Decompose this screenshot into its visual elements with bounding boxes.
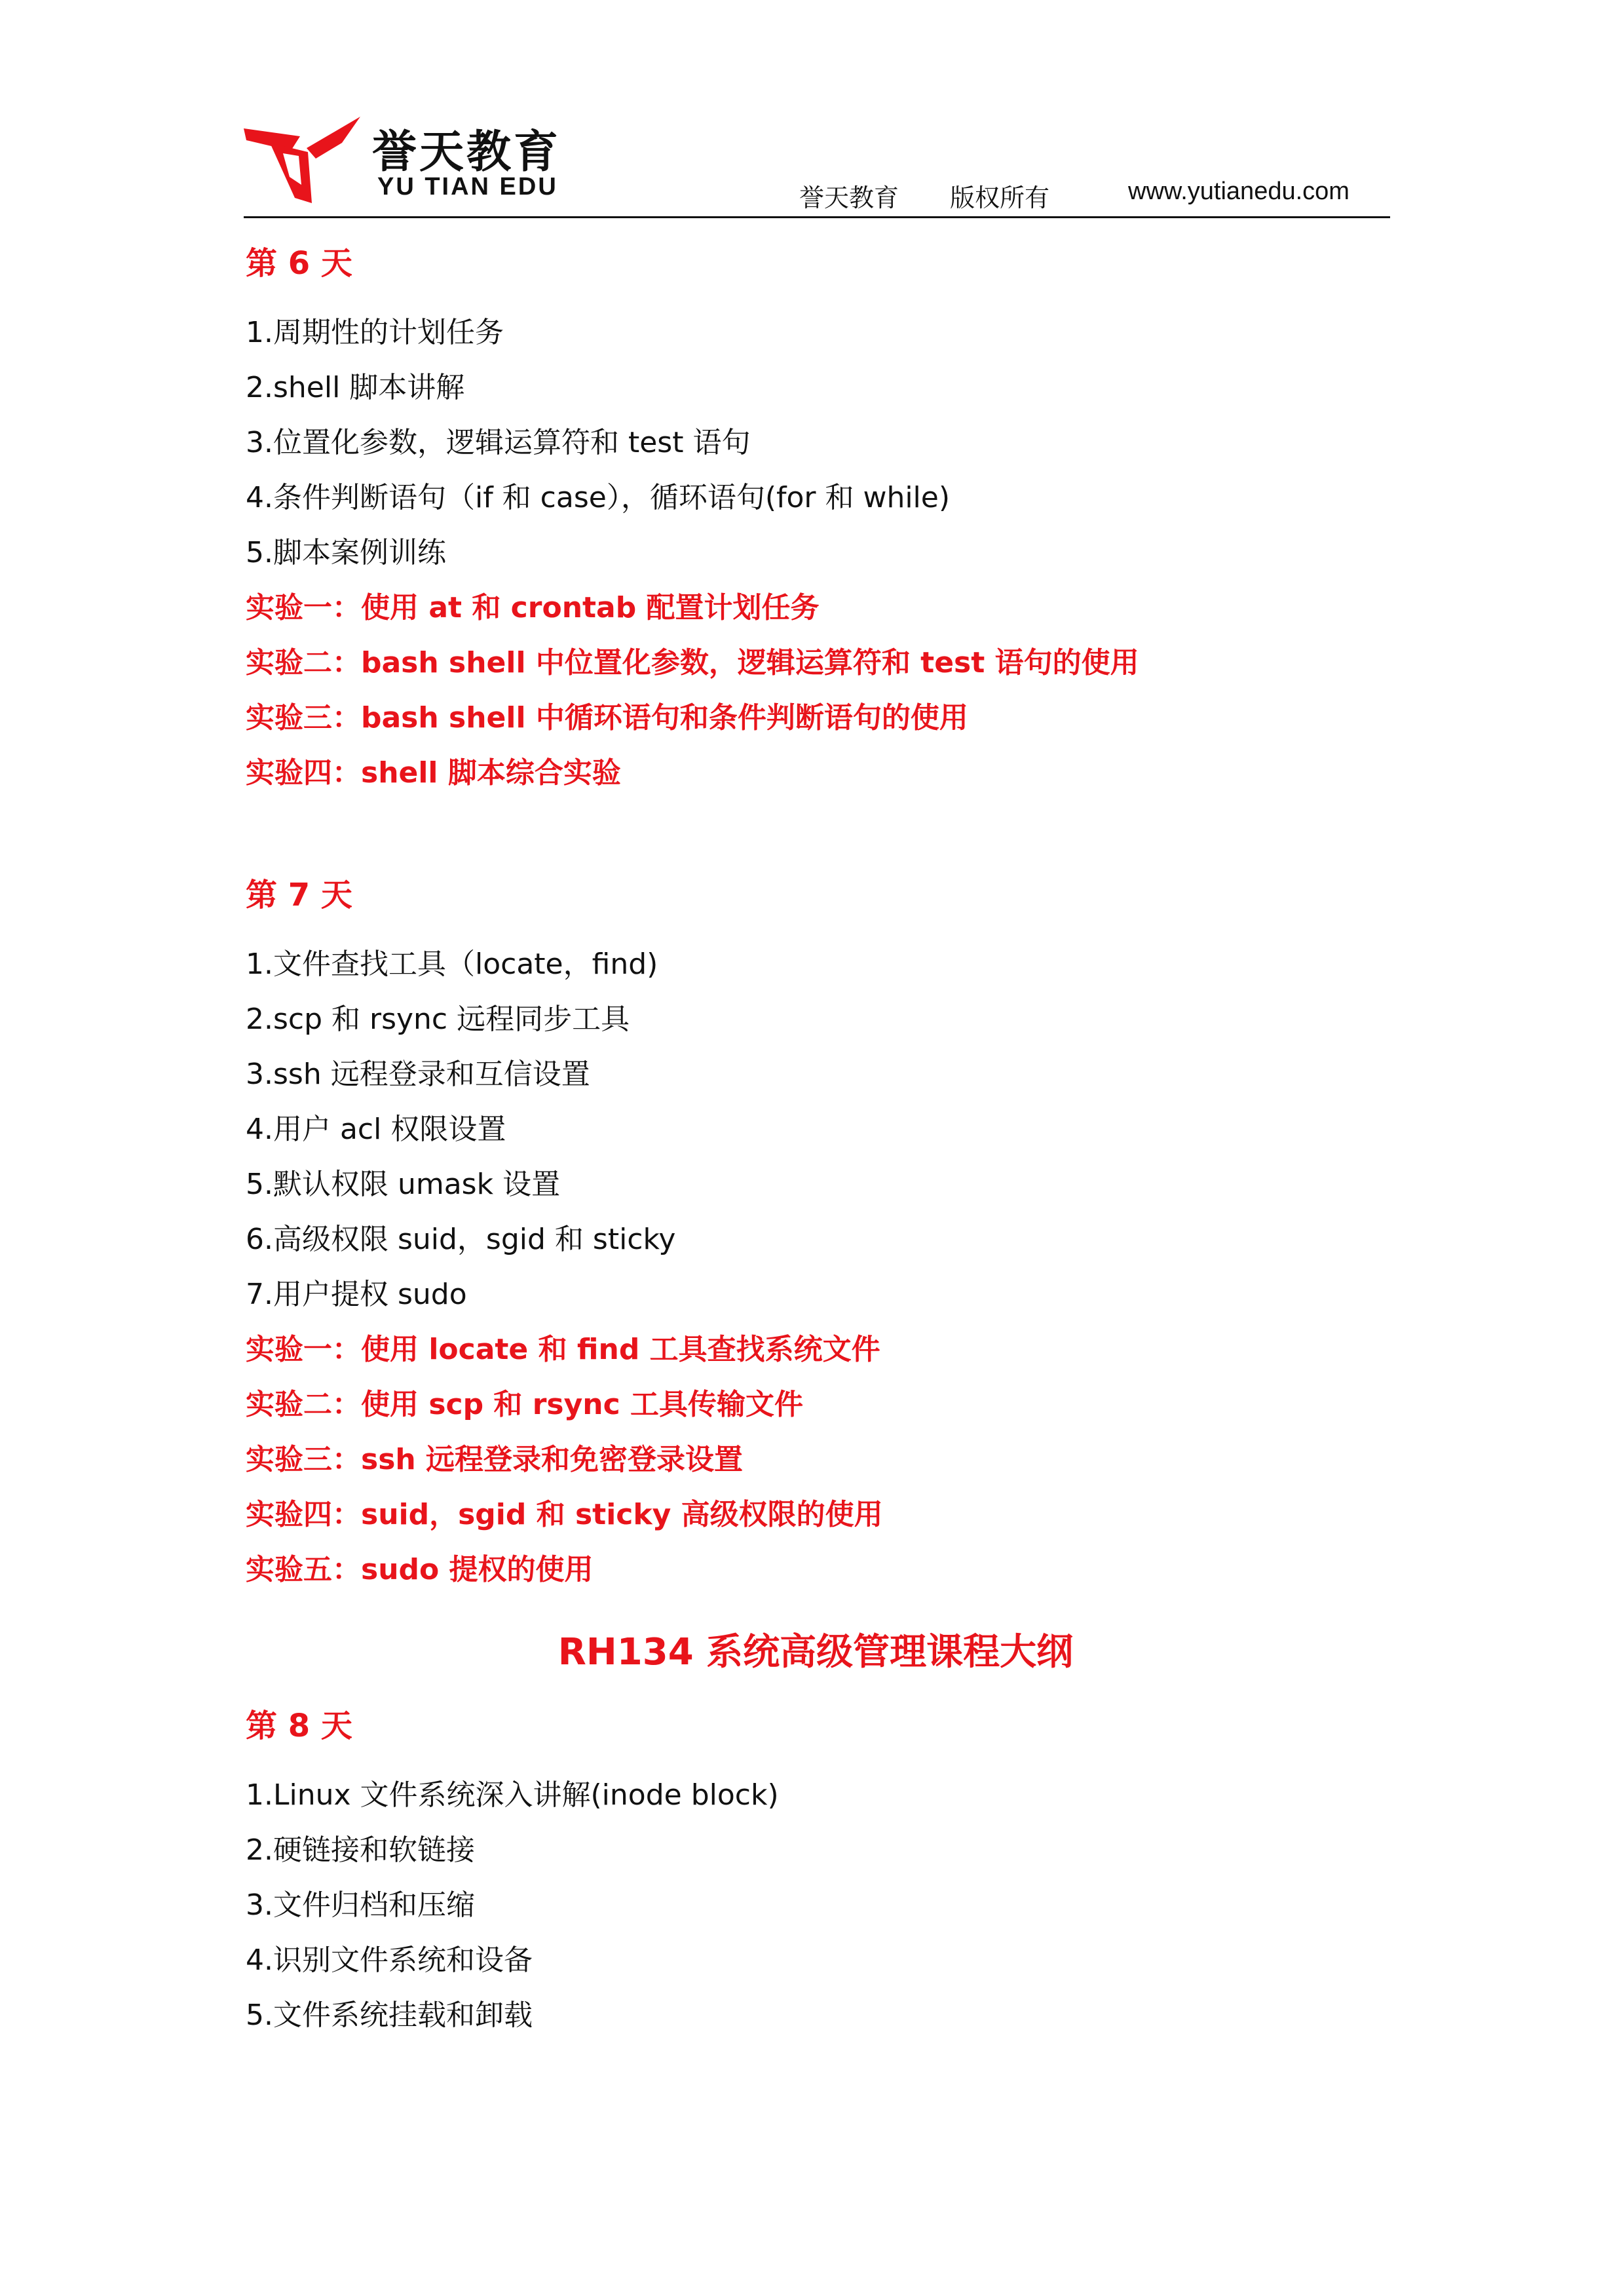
list-item: 5.默认权限 umask 设置 xyxy=(246,1168,561,1201)
course-title: RH134 系统高级管理课程大纲 xyxy=(557,1631,1074,1674)
list-item: 1.Linux 文件系统深入讲解(inode block) xyxy=(246,1778,779,1812)
list-item: 4.条件判断语句（if 和 case），循环语句(for 和 while) xyxy=(246,481,951,514)
lab-item: 实验二：使用 scp 和 rsync 工具传输文件 xyxy=(246,1388,804,1421)
list-item: 5.脚本案例训练 xyxy=(246,536,446,569)
list-item: 1.周期性的计划任务 xyxy=(246,316,504,349)
day6-topic-list xyxy=(246,305,1386,801)
lab-item: 实验三：ssh 远程登录和免密登录设置 xyxy=(246,1443,744,1476)
logo-english-name: YU TIAN EDU xyxy=(377,173,558,201)
header-website-link[interactable]: www.yutianedu.com xyxy=(1128,178,1350,205)
lab-item: 实验四：suid，sgid 和 sticky 高级权限的使用 xyxy=(246,1498,883,1531)
lab-item: 实验四：shell 脚本综合实验 xyxy=(246,756,621,790)
day7-topic-list xyxy=(246,937,1386,1598)
page-header xyxy=(244,110,1390,220)
header-divider xyxy=(244,216,1390,218)
list-item: 2.硬链接和软链接 xyxy=(246,1833,475,1867)
list-item: 2.shell 脚本讲解 xyxy=(246,371,465,404)
list-item: 3.ssh 远程登录和互信设置 xyxy=(246,1058,590,1091)
lab-item: 实验一：使用 locate 和 find 工具查找系统文件 xyxy=(246,1333,880,1366)
logo-chinese-name: 誉天教育 xyxy=(372,126,561,178)
list-item: 3.位置化参数，逻辑运算符和 test 语句 xyxy=(246,426,751,459)
list-item: 3.文件归档和压缩 xyxy=(246,1888,475,1922)
yutian-logo-icon xyxy=(244,117,362,203)
list-item: 7.用户提权 sudo xyxy=(246,1278,467,1311)
header-copyright-text: 版权所有 xyxy=(950,183,1050,212)
day7-heading: 第 7 天 xyxy=(246,877,352,913)
lab-item: 实验二：bash shell 中位置化参数，逻辑运算符和 test 语句的使用 xyxy=(246,646,1139,679)
list-item: 4.识别文件系统和设备 xyxy=(246,1943,533,1977)
lab-item: 实验三：bash shell 中循环语句和条件判断语句的使用 xyxy=(246,701,968,735)
day6-heading: 第 6 天 xyxy=(246,245,352,282)
day8-topic-list xyxy=(246,1768,1386,2043)
list-item: 6.高级权限 suid，sgid 和 sticky xyxy=(246,1223,676,1256)
list-item: 2.scp 和 rsync 远程同步工具 xyxy=(246,1003,630,1036)
list-item: 4.用户 acl 权限设置 xyxy=(246,1113,506,1146)
document-body xyxy=(246,236,1386,2043)
lab-item: 实验一：使用 at 和 crontab 配置计划任务 xyxy=(246,591,820,624)
lab-item: 实验五：sudo 提权的使用 xyxy=(246,1553,594,1586)
list-item: 1.文件查找工具（locate，find) xyxy=(246,947,658,981)
day8-heading: 第 8 天 xyxy=(246,1708,352,1744)
list-item: 5.文件系统挂载和卸载 xyxy=(246,1999,533,2032)
header-brand-text: 誉天教育 xyxy=(799,183,899,212)
section-spacer xyxy=(246,801,1386,868)
